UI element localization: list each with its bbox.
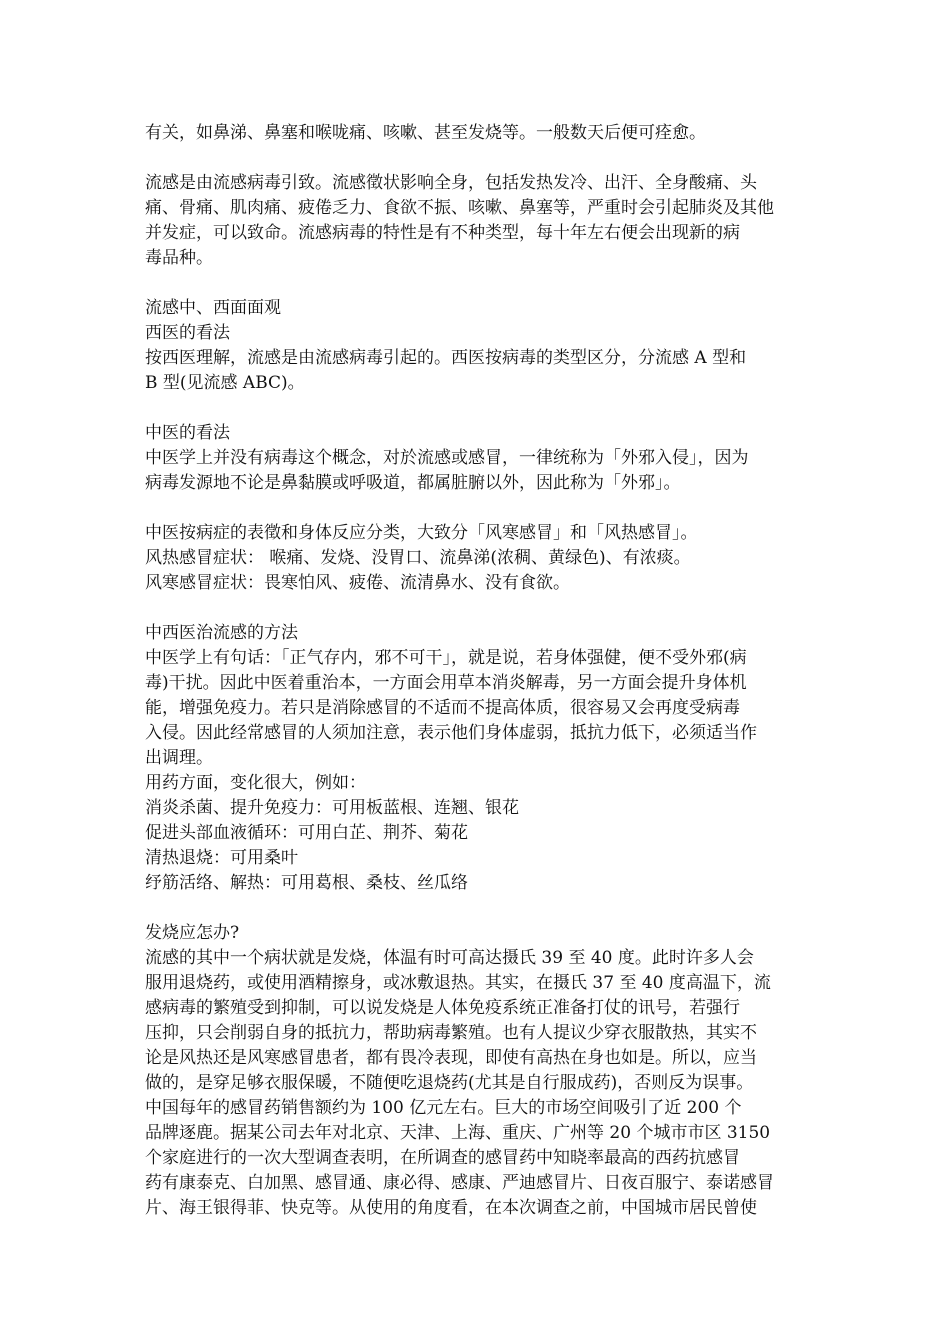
text-line: 中西医治流感的方法 [145, 623, 298, 643]
text-line: 中医学上并没有病毒这个概念，对於流感或感冒，一律统称为「外邪入侵」，因为 [145, 448, 749, 468]
paragraph-block [145, 921, 810, 1221]
text-line: 用药方面，变化很大，例如： [145, 773, 366, 793]
text-line: 感病毒的繁殖受到抑制，可以说发烧是人体免疫系统正准备打仗的讯号，若强行 [145, 998, 740, 1018]
text-line: 清热退烧：可用桑叶 [145, 848, 298, 868]
text-line: 并发症，可以致命。流感病毒的特性是有不种类型，每十年左右便会出现新的病 [145, 223, 740, 243]
text-line: 中国每年的感冒药销售额约为 100 亿元左右。巨大的市场空间吸引了近 200 个 [145, 1098, 742, 1118]
text-line: 服用退烧药，或使用酒精擦身，或冰敷退热。其实，在摄氏 37 至 40 度高温下，流 [145, 973, 771, 993]
paragraph-block [145, 171, 810, 271]
text-line: 出调理。 [145, 748, 213, 768]
paragraph-block [145, 296, 810, 396]
text-line: 个家庭进行的一次大型调查表明，在所调查的感冒药中知晓率最高的西药抗感冒 [145, 1148, 740, 1168]
text-line: 药有康泰克、白加黑、感冒通、康必得、感康、严迪感冒片、日夜百服宁、泰诺感冒 [145, 1173, 774, 1193]
text-line: 促进头部血液循环：可用白芷、荆芥、菊花 [145, 823, 468, 843]
text-line: 发烧应怎办? [145, 923, 240, 943]
text-line: 毒品种。 [145, 248, 213, 268]
text-line: 做的，是穿足够衣服保暖，不随便吃退烧药(尤其是自行服成药)，否则反为误事。 [145, 1073, 754, 1093]
text-line: 有关，如鼻涕、鼻塞和喉咙痛、咳嗽、甚至发烧等。一般数天后便可痊愈。 [145, 123, 706, 143]
text-line: 风热感冒症状： 喉痛、发烧、没胃口、流鼻涕(浓稠、黄绿色)、有浓痰。 [145, 548, 691, 568]
text-line: 西医的看法 [145, 323, 230, 343]
text-line: 风寒感冒症状：畏寒怕风、疲倦、流清鼻水、没有食欲。 [145, 573, 570, 593]
text-line: 毒)干扰。因此中医着重治本，一方面会用草本消炎解毒，另一方面会提升身体机 [145, 673, 747, 693]
text-line: 能，增强免疫力。若只是消除感冒的不适而不提高体质，很容易又会再度受病毒 [145, 698, 740, 718]
text-line: 痛、骨痛、肌肉痛、疲倦乏力、食欲不振、咳嗽、鼻塞等，严重时会引起肺炎及其他 [145, 198, 774, 218]
text-line: 中医的看法 [145, 423, 230, 443]
text-line: 流感的其中一个病状就是发烧，体温有时可高达摄氏 39 至 40 度。此时许多人会 [145, 948, 754, 968]
paragraph-block [145, 421, 810, 496]
text-line: 压抑，只会削弱自身的抵抗力，帮助病毒繁殖。也有人提议少穿衣服散热，其实不 [145, 1023, 757, 1043]
text-line: 入侵。因此经常感冒的人须加注意，表示他们身体虚弱，抵抗力低下，必须适当作 [145, 723, 757, 743]
text-line: 按西医理解，流感是由流感病毒引起的。西医按病毒的类型区分，分流感 A 型和 [145, 348, 747, 368]
text-line: 流感是由流感病毒引致。流感徵状影响全身，包括发热发冷、出汗、全身酸痛、头 [145, 173, 757, 193]
text-line: 中医按病症的表徵和身体反应分类，大致分「风寒感冒」和「风热感冒」。 [145, 523, 698, 543]
text-line: 品牌逐鹿。据某公司去年对北京、天津、上海、重庆、广州等 20 个城市市区 3150 [145, 1123, 771, 1143]
text-line: 消炎杀菌、提升免疫力：可用板蓝根、连翘、银花 [145, 798, 519, 818]
paragraph-block [145, 621, 810, 896]
text-line: 流感中、西面面观 [145, 298, 281, 318]
text-line: 纾筋活络、解热：可用葛根、桑枝、丝瓜络 [145, 873, 468, 893]
text-line: 片、海王银得菲、快克等。从使用的角度看，在本次调查之前，中国城市居民曾使 [145, 1198, 757, 1218]
paragraph-block [145, 121, 810, 146]
text-line: B 型(见流感 ABC)。 [145, 373, 305, 393]
text-line: 论是风热还是风寒感冒患者，都有畏冷表现，即使有高热在身也如是。所以，应当 [145, 1048, 757, 1068]
text-line: 病毒发源地不论是鼻黏膜或呼吸道，都属脏腑以外，因此称为「外邪」。 [145, 473, 681, 493]
paragraph-block [145, 521, 810, 596]
document-page [145, 121, 810, 1246]
text-line: 中医学上有句话：「正气存内，邪不可干」，就是说，若身体强健，便不受外邪(病 [145, 648, 747, 668]
